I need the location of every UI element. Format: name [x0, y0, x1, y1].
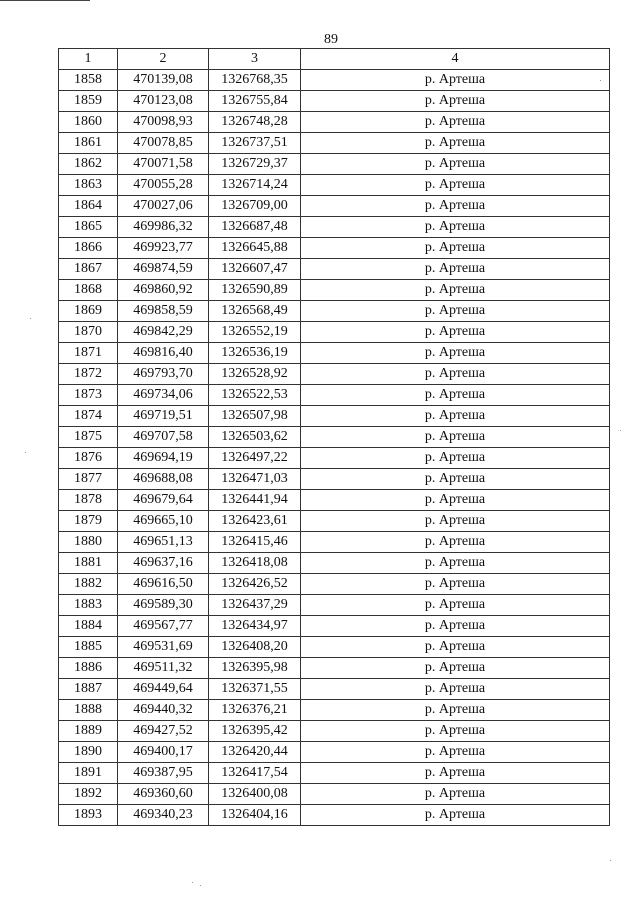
scan-speck — [192, 882, 193, 883]
y-coordinate-cell: 1326755,84 — [209, 91, 301, 112]
point-number-cell: 1878 — [59, 490, 118, 511]
x-coordinate-cell: 469842,29 — [118, 322, 209, 343]
table-row — [59, 280, 610, 301]
table-row — [59, 595, 610, 616]
description-cell: р. Артеша — [301, 133, 610, 154]
coordinates-table — [58, 48, 610, 826]
scan-edge-line — [0, 0, 90, 1]
scan-speck — [620, 430, 621, 431]
x-coordinate-cell: 469400,17 — [118, 742, 209, 763]
description-cell: р. Артеша — [301, 385, 610, 406]
description-cell: р. Артеша — [301, 532, 610, 553]
point-number-cell: 1886 — [59, 658, 118, 679]
point-number-cell: 1887 — [59, 679, 118, 700]
point-number-cell: 1893 — [59, 805, 118, 826]
x-coordinate-cell: 469616,50 — [118, 574, 209, 595]
point-number-cell: 1882 — [59, 574, 118, 595]
point-number-cell: 1861 — [59, 133, 118, 154]
description-cell: р. Артеша — [301, 238, 610, 259]
description-cell: р. Артеша — [301, 595, 610, 616]
point-number-cell: 1866 — [59, 238, 118, 259]
table-row — [59, 343, 610, 364]
description-cell: р. Артеша — [301, 280, 610, 301]
y-coordinate-cell: 1326590,89 — [209, 280, 301, 301]
column-header-1: 1 — [59, 49, 118, 70]
point-number-cell: 1859 — [59, 91, 118, 112]
point-number-cell: 1892 — [59, 784, 118, 805]
description-cell: р. Артеша — [301, 322, 610, 343]
column-header-2: 2 — [118, 49, 209, 70]
point-number-cell: 1872 — [59, 364, 118, 385]
point-number-cell: 1869 — [59, 301, 118, 322]
y-coordinate-cell: 1326503,62 — [209, 427, 301, 448]
point-number-cell: 1880 — [59, 532, 118, 553]
point-number-cell: 1889 — [59, 721, 118, 742]
scan-speck — [25, 452, 26, 453]
point-number-cell: 1888 — [59, 700, 118, 721]
table-body — [59, 70, 610, 826]
scan-speck — [200, 885, 201, 886]
y-coordinate-cell: 1326426,52 — [209, 574, 301, 595]
description-cell: р. Артеша — [301, 406, 610, 427]
point-number-cell: 1873 — [59, 385, 118, 406]
y-coordinate-cell: 1326709,00 — [209, 196, 301, 217]
y-coordinate-cell: 1326471,03 — [209, 469, 301, 490]
point-number-cell: 1885 — [59, 637, 118, 658]
x-coordinate-cell: 469531,69 — [118, 637, 209, 658]
point-number-cell: 1862 — [59, 154, 118, 175]
point-number-cell: 1858 — [59, 70, 118, 91]
y-coordinate-cell: 1326536,19 — [209, 343, 301, 364]
x-coordinate-cell: 469860,92 — [118, 280, 209, 301]
y-coordinate-cell: 1326714,24 — [209, 175, 301, 196]
y-coordinate-cell: 1326607,47 — [209, 259, 301, 280]
x-coordinate-cell: 469651,13 — [118, 532, 209, 553]
table-row — [59, 154, 610, 175]
y-coordinate-cell: 1326507,98 — [209, 406, 301, 427]
description-cell: р. Артеша — [301, 217, 610, 238]
point-number-cell: 1876 — [59, 448, 118, 469]
table-row — [59, 259, 610, 280]
table-row — [59, 196, 610, 217]
y-coordinate-cell: 1326737,51 — [209, 133, 301, 154]
table-row — [59, 574, 610, 595]
x-coordinate-cell: 469816,40 — [118, 343, 209, 364]
table-header-row — [59, 49, 610, 70]
description-cell: р. Артеша — [301, 637, 610, 658]
description-cell: р. Артеша — [301, 196, 610, 217]
x-coordinate-cell: 469688,08 — [118, 469, 209, 490]
y-coordinate-cell: 1326400,08 — [209, 784, 301, 805]
description-cell: р. Артеша — [301, 805, 610, 826]
table-row — [59, 490, 610, 511]
table-row — [59, 742, 610, 763]
table-row — [59, 322, 610, 343]
table-row — [59, 385, 610, 406]
table-row — [59, 700, 610, 721]
x-coordinate-cell: 469567,77 — [118, 616, 209, 637]
description-cell: р. Артеша — [301, 742, 610, 763]
x-coordinate-cell: 469874,59 — [118, 259, 209, 280]
x-coordinate-cell: 469719,51 — [118, 406, 209, 427]
table-row — [59, 70, 610, 91]
y-coordinate-cell: 1326437,29 — [209, 595, 301, 616]
x-coordinate-cell: 469637,16 — [118, 553, 209, 574]
description-cell: р. Артеша — [301, 784, 610, 805]
point-number-cell: 1881 — [59, 553, 118, 574]
table-row — [59, 406, 610, 427]
y-coordinate-cell: 1326687,48 — [209, 217, 301, 238]
y-coordinate-cell: 1326395,98 — [209, 658, 301, 679]
y-coordinate-cell: 1326768,35 — [209, 70, 301, 91]
x-coordinate-cell: 470139,08 — [118, 70, 209, 91]
table-row — [59, 721, 610, 742]
point-number-cell: 1860 — [59, 112, 118, 133]
table-row — [59, 763, 610, 784]
x-coordinate-cell: 470098,93 — [118, 112, 209, 133]
x-coordinate-cell: 469340,23 — [118, 805, 209, 826]
description-cell: р. Артеша — [301, 511, 610, 532]
table-row — [59, 175, 610, 196]
description-cell: р. Артеша — [301, 427, 610, 448]
point-number-cell: 1867 — [59, 259, 118, 280]
x-coordinate-cell: 469858,59 — [118, 301, 209, 322]
x-coordinate-cell: 469707,58 — [118, 427, 209, 448]
y-coordinate-cell: 1326434,97 — [209, 616, 301, 637]
table-row — [59, 784, 610, 805]
x-coordinate-cell: 470055,28 — [118, 175, 209, 196]
y-coordinate-cell: 1326497,22 — [209, 448, 301, 469]
table-row — [59, 616, 610, 637]
table-row — [59, 637, 610, 658]
point-number-cell: 1863 — [59, 175, 118, 196]
y-coordinate-cell: 1326729,37 — [209, 154, 301, 175]
x-coordinate-cell: 469986,32 — [118, 217, 209, 238]
y-coordinate-cell: 1326404,16 — [209, 805, 301, 826]
table-row — [59, 301, 610, 322]
table-row — [59, 532, 610, 553]
point-number-cell: 1884 — [59, 616, 118, 637]
table-row — [59, 217, 610, 238]
description-cell: р. Артеша — [301, 679, 610, 700]
description-cell: р. Артеша — [301, 616, 610, 637]
y-coordinate-cell: 1326376,21 — [209, 700, 301, 721]
column-header-4: 4 — [301, 49, 610, 70]
point-number-cell: 1870 — [59, 322, 118, 343]
table-row — [59, 469, 610, 490]
table-row — [59, 553, 610, 574]
description-cell: р. Артеша — [301, 763, 610, 784]
y-coordinate-cell: 1326528,92 — [209, 364, 301, 385]
scan-speck — [30, 318, 31, 319]
point-number-cell: 1865 — [59, 217, 118, 238]
point-number-cell: 1877 — [59, 469, 118, 490]
page-number: 89 — [324, 32, 338, 47]
x-coordinate-cell: 470027,06 — [118, 196, 209, 217]
description-cell: р. Артеша — [301, 721, 610, 742]
description-cell: р. Артеша — [301, 658, 610, 679]
description-cell: р. Артеша — [301, 553, 610, 574]
description-cell: р. Артеша — [301, 490, 610, 511]
table-row — [59, 238, 610, 259]
y-coordinate-cell: 1326408,20 — [209, 637, 301, 658]
x-coordinate-cell: 470078,85 — [118, 133, 209, 154]
scan-speck — [610, 860, 611, 861]
table-row — [59, 427, 610, 448]
y-coordinate-cell: 1326418,08 — [209, 553, 301, 574]
point-number-cell: 1883 — [59, 595, 118, 616]
x-coordinate-cell: 469387,95 — [118, 763, 209, 784]
x-coordinate-cell: 469589,30 — [118, 595, 209, 616]
scan-speck — [600, 80, 601, 81]
description-cell: р. Артеша — [301, 259, 610, 280]
table-row — [59, 364, 610, 385]
point-number-cell: 1890 — [59, 742, 118, 763]
y-coordinate-cell: 1326748,28 — [209, 112, 301, 133]
y-coordinate-cell: 1326395,42 — [209, 721, 301, 742]
table-row — [59, 448, 610, 469]
y-coordinate-cell: 1326552,19 — [209, 322, 301, 343]
description-cell: р. Артеша — [301, 364, 610, 385]
description-cell: р. Артеша — [301, 112, 610, 133]
x-coordinate-cell: 469665,10 — [118, 511, 209, 532]
column-header-3: 3 — [209, 49, 301, 70]
point-number-cell: 1874 — [59, 406, 118, 427]
y-coordinate-cell: 1326417,54 — [209, 763, 301, 784]
x-coordinate-cell: 469923,77 — [118, 238, 209, 259]
point-number-cell: 1868 — [59, 280, 118, 301]
table-row — [59, 658, 610, 679]
x-coordinate-cell: 469793,70 — [118, 364, 209, 385]
description-cell: р. Артеша — [301, 343, 610, 364]
table-row — [59, 112, 610, 133]
y-coordinate-cell: 1326441,94 — [209, 490, 301, 511]
y-coordinate-cell: 1326645,88 — [209, 238, 301, 259]
point-number-cell: 1875 — [59, 427, 118, 448]
y-coordinate-cell: 1326568,49 — [209, 301, 301, 322]
point-number-cell: 1879 — [59, 511, 118, 532]
description-cell: р. Артеша — [301, 574, 610, 595]
x-coordinate-cell: 470123,08 — [118, 91, 209, 112]
description-cell: р. Артеша — [301, 70, 610, 91]
x-coordinate-cell: 470071,58 — [118, 154, 209, 175]
table-row — [59, 511, 610, 532]
table-row — [59, 91, 610, 112]
y-coordinate-cell: 1326423,61 — [209, 511, 301, 532]
x-coordinate-cell: 469360,60 — [118, 784, 209, 805]
y-coordinate-cell: 1326420,44 — [209, 742, 301, 763]
y-coordinate-cell: 1326371,55 — [209, 679, 301, 700]
point-number-cell: 1891 — [59, 763, 118, 784]
description-cell: р. Артеша — [301, 301, 610, 322]
table-row — [59, 805, 610, 826]
x-coordinate-cell: 469427,52 — [118, 721, 209, 742]
description-cell: р. Артеша — [301, 175, 610, 196]
description-cell: р. Артеша — [301, 154, 610, 175]
x-coordinate-cell: 469694,19 — [118, 448, 209, 469]
description-cell: р. Артеша — [301, 700, 610, 721]
y-coordinate-cell: 1326522,53 — [209, 385, 301, 406]
y-coordinate-cell: 1326415,46 — [209, 532, 301, 553]
x-coordinate-cell: 469449,64 — [118, 679, 209, 700]
table-row — [59, 679, 610, 700]
description-cell: р. Артеша — [301, 469, 610, 490]
description-cell: р. Артеша — [301, 91, 610, 112]
description-cell: р. Артеша — [301, 448, 610, 469]
x-coordinate-cell: 469440,32 — [118, 700, 209, 721]
point-number-cell: 1864 — [59, 196, 118, 217]
point-number-cell: 1871 — [59, 343, 118, 364]
x-coordinate-cell: 469734,06 — [118, 385, 209, 406]
x-coordinate-cell: 469679,64 — [118, 490, 209, 511]
table-row — [59, 133, 610, 154]
x-coordinate-cell: 469511,32 — [118, 658, 209, 679]
